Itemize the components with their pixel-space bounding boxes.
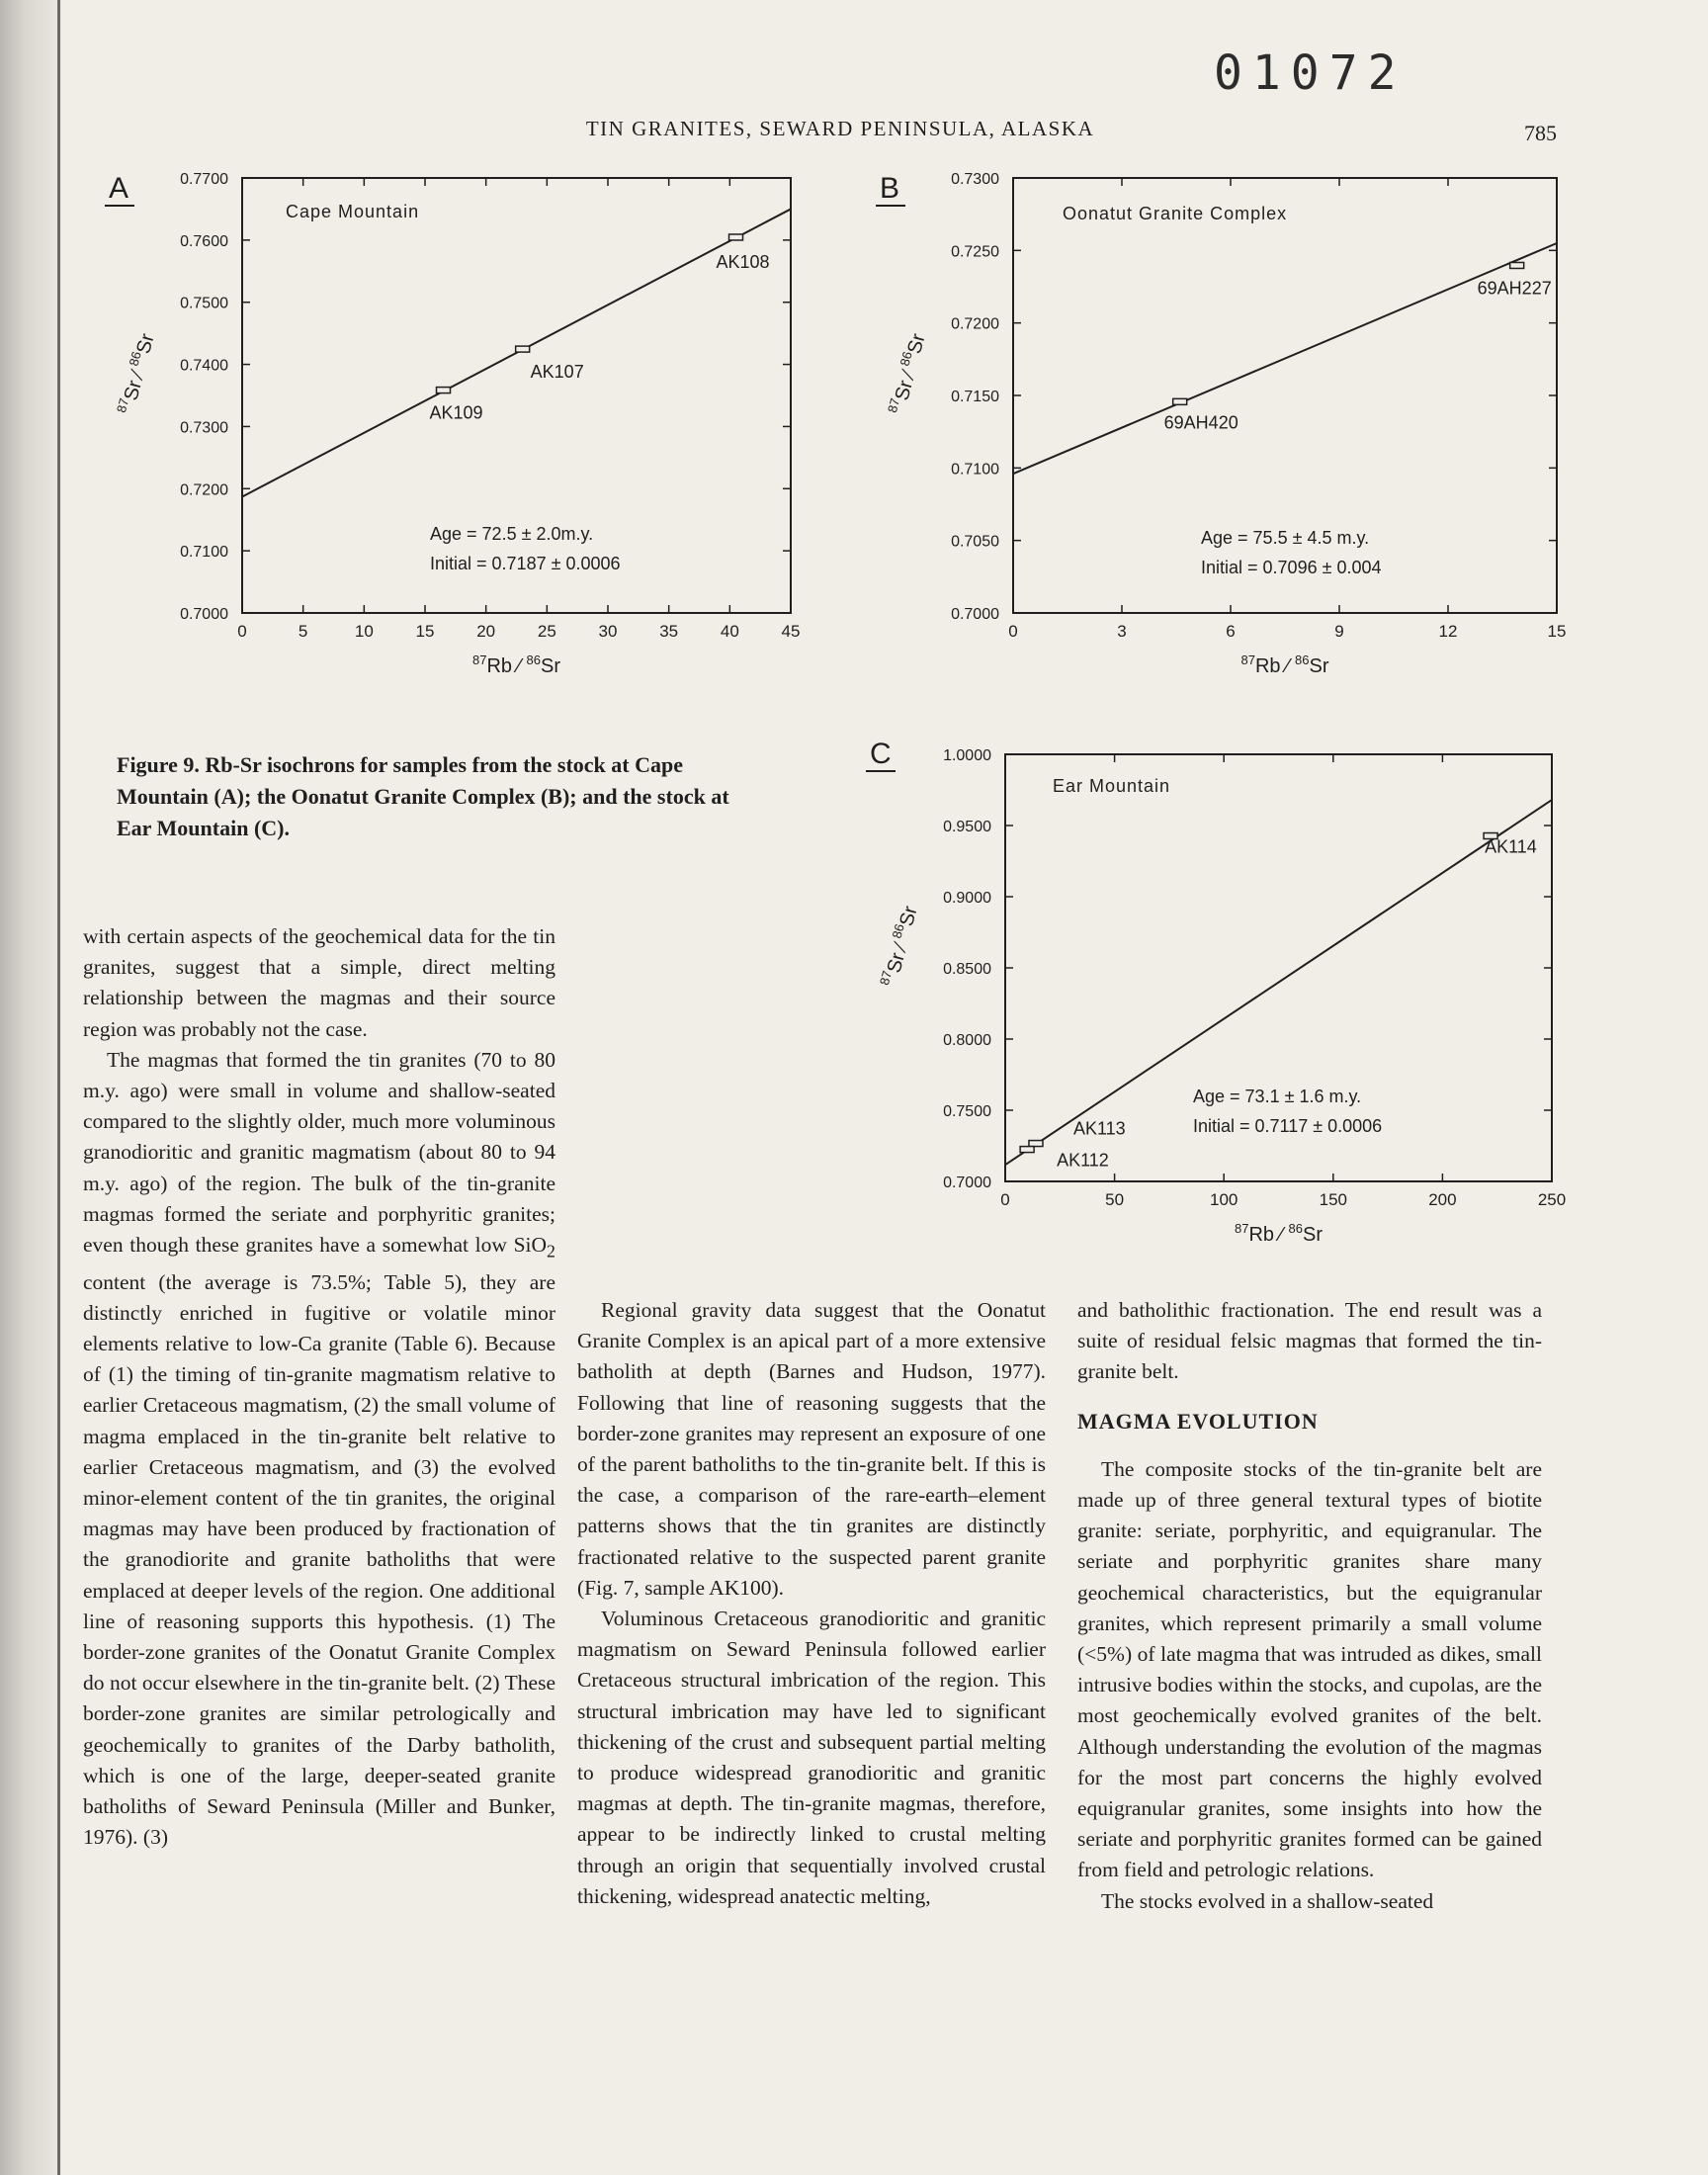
x-tick-label: 30	[598, 622, 618, 641]
x-tick-label: 9	[1334, 622, 1344, 641]
data-point-ak109	[437, 388, 451, 393]
isochron-line	[1005, 800, 1552, 1165]
page-number: 785	[1524, 121, 1557, 145]
y-axis-label: $^{87}$Sr ⁄ $^{86}$Sr	[876, 904, 922, 987]
paragraph: and batholithic fractionation. The end result was a suite of residual felsic magmas that formed the tin-granite belt.	[1077, 1298, 1542, 1384]
data-point-ak112	[1020, 1147, 1034, 1153]
isochron-line	[242, 209, 791, 496]
y-tick-label: 0.7100	[951, 461, 999, 478]
y-tick-label: 0.7700	[180, 171, 228, 188]
data-label-69ah227: 69AH227	[1477, 278, 1552, 299]
y-axis-label: $^{87}$Sr ⁄ $^{86}$Sr	[113, 331, 159, 414]
x-tick-label: 15	[415, 622, 435, 641]
y-tick-label: 0.7000	[943, 1174, 991, 1191]
y-tick-label: 0.7300	[951, 171, 999, 188]
y-tick-label: 0.7200	[951, 315, 999, 333]
text-column-3	[1077, 1295, 1542, 1917]
data-label-ak107: AK107	[530, 362, 584, 383]
age-annotation: Age = 75.5 ± 4.5 m.y.	[1201, 528, 1370, 548]
x-tick-label: 5	[298, 622, 308, 641]
subscript: 2	[547, 1241, 555, 1262]
x-tick-label: 3	[1117, 622, 1127, 641]
data-label-ak109: AK109	[429, 402, 483, 423]
chart-b-oonatut	[870, 158, 1581, 712]
y-tick-label: 0.7000	[951, 606, 999, 623]
x-axis-label: $^{87}$Rb ⁄ $^{86}$Sr	[1235, 1221, 1323, 1246]
y-tick-label: 0.7300	[180, 419, 228, 437]
data-label-ak114: AK114	[1485, 836, 1537, 857]
paragraph	[83, 1045, 555, 1854]
figure-caption: Figure 9. Rb-Sr isochrons for samples from the stock at Cape Mountain (A); the Oonatut Granite Complex (B); and the stock at Ear Mountain (C).	[117, 752, 729, 840]
section-heading: MAGMA EVOLUTION	[1077, 1408, 1319, 1434]
data-label-ak112: AK112	[1057, 1150, 1109, 1171]
data-point-69ah420	[1173, 398, 1187, 404]
x-tick-label: 45	[781, 622, 801, 641]
panel-letter: B	[880, 172, 900, 205]
y-tick-label: 0.8500	[943, 961, 991, 978]
x-axis-label: $^{87}$Rb ⁄ $^{86}$Sr	[472, 652, 560, 677]
x-tick-label: 35	[659, 622, 679, 641]
x-tick-label: 15	[1547, 622, 1567, 641]
data-label-ak108: AK108	[716, 251, 770, 272]
paragraph-text: content (the average is 73.5%; Table 5), they are distinctly enriched in fugitive or volatile minor elements relative to low-Ca granite (Table 6). Because of (1) the timing of tin-granite magmatism relative to earlier Cretaceous magmatism, (2) the small volume of magma emplaced in the tin-granite belt relative to earlier Cretaceous magmatism, and (3) the evolved minor-element content of the tin granites, the original magmas may have been produced by fractionation of the granodiorite and granite batholiths that were emplaced at deeper levels of the region. One additional line of reasoning supports this hypothesis. (1) The border-zone granites of the Oonatut Granite Complex do not occur elsewhere in the tin-granite belt. (2) These border-zone granites are similar petrologically and geochemically to granites of the Darby batholith, which is one of the large, deeper-seated granite batholiths of Seward Peninsula (Miller and Bunker, 1976). (3)	[83, 1269, 555, 1850]
paragraph: Regional gravity data suggest that the Oonatut Granite Complex is an apical part of a more extensive batholith at depth (Barnes and Hudson, 1977). Following that line of reasoning suggests that the border-zone granites may represent an exposure of one of the parent batholiths to the tin-granite belt. If this is the case, a comparison of the rare-earth–element patterns shows that the tin granites are distinctly fractionated relative to the suspected parent granite (Fig. 7, sample AK100).	[577, 1298, 1046, 1600]
page-binding-shadow	[0, 0, 61, 2175]
y-tick-label: 0.7250	[951, 243, 999, 261]
data-label-69ah420: 69AH420	[1163, 412, 1238, 433]
y-tick-label: 0.7100	[180, 544, 228, 562]
x-tick-label: 250	[1537, 1190, 1567, 1209]
age-annotation: Age = 72.5 ± 2.0m.y.	[430, 524, 594, 544]
y-tick-label: 0.7600	[180, 232, 228, 250]
chart-title: Oonatut Granite Complex	[1063, 204, 1288, 223]
panel-letter: A	[109, 172, 129, 205]
y-axis-label: $^{87}$Sr ⁄ $^{86}$Sr	[884, 331, 930, 414]
y-tick-label: 0.7500	[943, 1103, 991, 1120]
plot-frame	[242, 178, 791, 613]
panel-letter: C	[870, 738, 892, 770]
y-tick-label: 0.9500	[943, 819, 991, 835]
text-column-2	[577, 1295, 1046, 1912]
x-tick-label: 0	[1000, 1190, 1010, 1209]
x-axis-label: $^{87}$Rb ⁄ $^{86}$Sr	[1240, 652, 1329, 677]
x-tick-label: 25	[537, 622, 556, 641]
x-tick-label: 6	[1226, 622, 1236, 641]
x-tick-label: 20	[476, 622, 496, 641]
document-id: 01072	[1214, 45, 1407, 101]
y-tick-label: 0.7150	[951, 389, 999, 405]
y-tick-label: 0.7400	[180, 357, 228, 375]
y-tick-label: 0.8000	[943, 1032, 991, 1049]
data-label-ak113: AK113	[1072, 1118, 1126, 1139]
initial-annotation: Initial = 0.7096 ± 0.004	[1201, 558, 1382, 577]
data-point-69ah227	[1510, 262, 1524, 268]
y-tick-label: 0.7500	[180, 295, 228, 312]
initial-annotation: Initial = 0.7117 ± 0.0006	[1193, 1116, 1383, 1136]
x-tick-label: 150	[1319, 1190, 1347, 1209]
data-point-ak113	[1029, 1141, 1043, 1147]
x-tick-label: 200	[1428, 1190, 1457, 1209]
isochron-line	[1013, 243, 1557, 474]
age-annotation: Age = 73.1 ± 1.6 m.y.	[1193, 1087, 1362, 1106]
running-head: TIN GRANITES, SEWARD PENINSULA, ALASKA	[585, 117, 1095, 140]
chart-title: Cape Mountain	[286, 202, 420, 221]
y-tick-label: 0.7200	[180, 481, 228, 499]
paragraph: Voluminous Cretaceous granodioritic and granitic magmatism on Seward Peninsula followed earlier Cretaceous structural imbrication of the region. This structural imbrication may have led to significant thickening of the crust and subsequent partial melting to produce widespread granodioritic and granitic magmas at depth. The tin-granite magmas, therefore, appear to be indirectly linked to crustal melting through an origin that sequentially involved crustal thickening, widespread anatectic melting,	[577, 1607, 1046, 1908]
text-column-1	[83, 921, 555, 1853]
binding-edge	[57, 0, 60, 2175]
data-point-ak108	[729, 234, 743, 240]
x-tick-label: 12	[1438, 622, 1458, 641]
y-tick-label: 0.7050	[951, 533, 999, 551]
chart-a-cape-mountain	[99, 158, 811, 712]
x-tick-label: 50	[1105, 1190, 1125, 1209]
x-tick-label: 0	[1008, 622, 1018, 641]
x-tick-label: 0	[237, 622, 247, 641]
initial-annotation: Initial = 0.7187 ± 0.0006	[430, 554, 621, 573]
y-tick-label: 0.7000	[180, 606, 228, 623]
paragraph-text: The magmas that formed the tin granites (70 to 80 m.y. ago) were small in volume and shallow-seated compared to the slightly older, much more voluminous granodioritic and granitic magmatism (about 80 to 94 m.y. ago) of the region. The bulk of the tin-granite magmas formed the seriate and porphyritic granites; even though these granites have a somewhat low SiO	[83, 1047, 555, 1258]
paragraph: with certain aspects of the geochemical data for the tin granites, suggest that a simple, direct melting relationship between the magmas and their source region was probably not the case.	[83, 924, 555, 1041]
chart-title: Ear Mountain	[1053, 776, 1171, 796]
chart-c-ear-mountain	[870, 740, 1581, 1254]
y-tick-label: 1.0000	[943, 747, 991, 764]
paragraph: The composite stocks of the tin-granite belt are made up of three general textural types of biotite granite: seriate, porphyritic, and equigranular. The seriate and porphyritic granites share many geochemical characteristics, but the equigranular granites, which represent primarily a small volume (<5%) of late magma that was intruded as dikes, small intrusive bodies within the stocks, and cupolas, are the most geochemically evolved granites of the belt. Although understanding the evolution of the magmas for the most part concerns the highly evolved equigranular granites, some insights into how the seriate and porphyritic granites formed can be gained from field and petrologic relations.	[1077, 1456, 1542, 1882]
x-tick-label: 40	[720, 622, 739, 641]
x-tick-label: 100	[1210, 1190, 1238, 1209]
paragraph: The stocks evolved in a shallow-seated	[1101, 1888, 1434, 1913]
y-tick-label: 0.9000	[943, 890, 991, 907]
data-point-ak107	[516, 346, 530, 352]
plot-frame	[1013, 178, 1557, 613]
x-tick-label: 10	[354, 622, 374, 641]
